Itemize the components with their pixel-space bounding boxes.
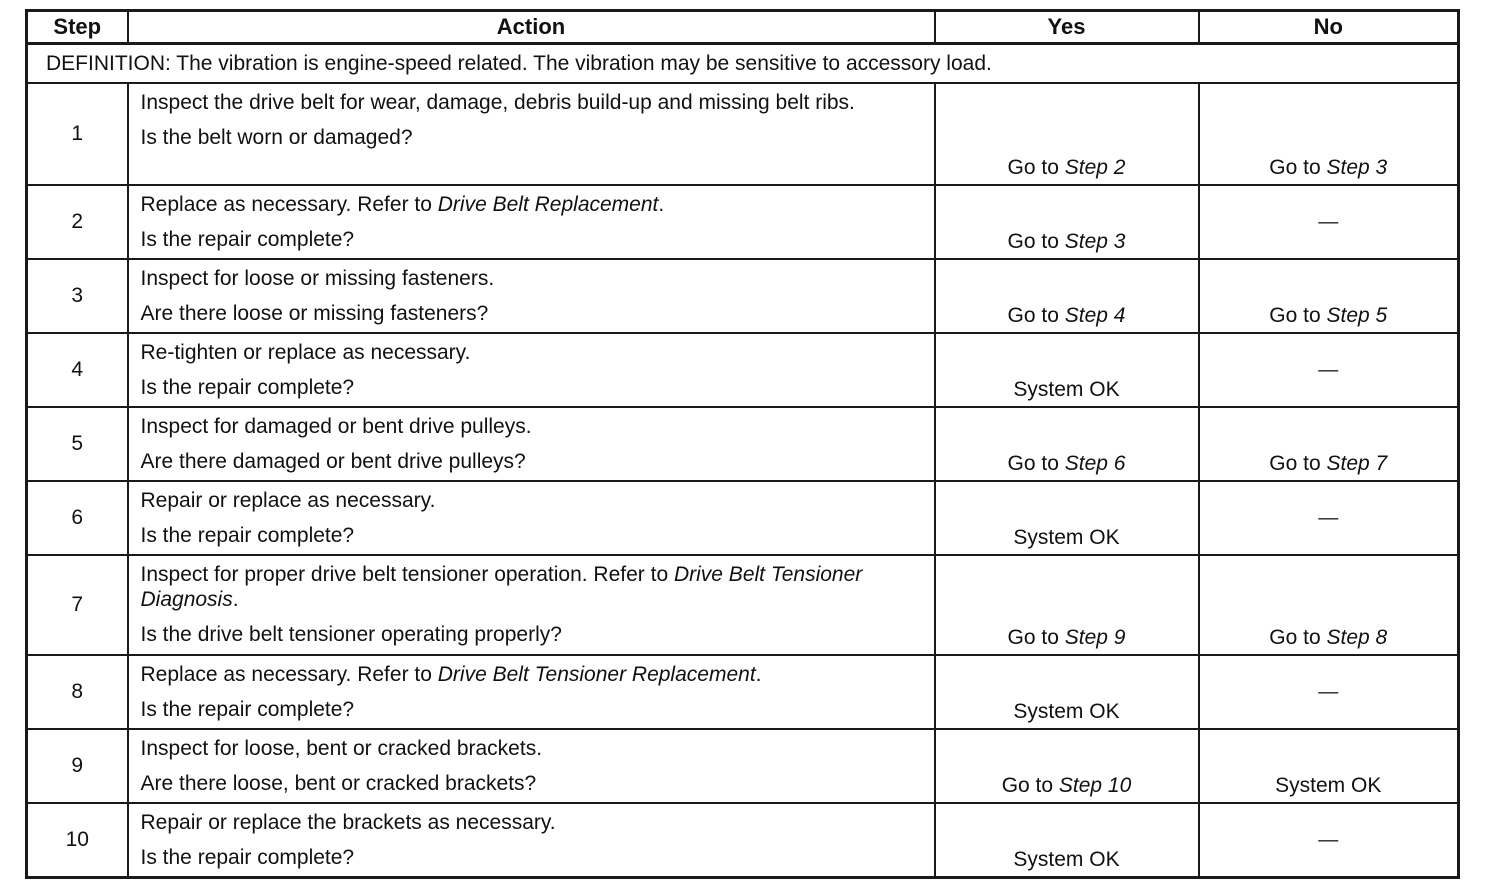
yes-result: System OK	[1013, 378, 1120, 401]
action-cell	[128, 803, 935, 877]
procedure-reference: Drive Belt Replacement	[437, 193, 659, 216]
yes-result: System OK	[1013, 526, 1120, 549]
no-cell	[1199, 803, 1459, 877]
action-question: Is the repair complete?	[140, 376, 355, 399]
table-row	[27, 185, 1459, 259]
no-cell	[1199, 729, 1459, 803]
action-question: Are there damaged or bent drive pulleys?	[140, 450, 526, 473]
instruction-text: Inspect for loose or missing fasteners.	[140, 267, 495, 290]
yes-goto-step: Step 2	[1064, 156, 1126, 179]
yes-goto-prefix: Go to	[1007, 156, 1065, 179]
instruction-text: Replace as necessary. Refer to	[140, 193, 438, 216]
action-cell	[128, 83, 935, 185]
yes-cell	[935, 407, 1199, 481]
no-cell	[1199, 259, 1459, 333]
instruction-text: Replace as necessary. Refer to	[140, 663, 438, 686]
action-cell	[128, 259, 935, 333]
dash-mark: —	[1318, 359, 1339, 381]
yes-goto-step: Step 9	[1064, 626, 1126, 649]
action-cell	[128, 655, 935, 729]
no-result: System OK	[1275, 774, 1382, 797]
step-number: 9	[27, 729, 128, 803]
step-number: 8	[27, 655, 128, 729]
step-number: 10	[27, 803, 128, 877]
no-cell	[1199, 407, 1459, 481]
yes-cell	[935, 729, 1199, 803]
yes-cell	[935, 481, 1199, 555]
yes-cell	[935, 259, 1199, 333]
action-cell	[128, 407, 935, 481]
yes-goto-step: Step 4	[1064, 304, 1126, 327]
header-no: No	[1199, 11, 1459, 44]
step-number: 4	[27, 333, 128, 407]
table-row	[27, 655, 1459, 729]
procedure-reference: Drive Belt Tensioner Replacement	[437, 663, 756, 686]
action-instruction	[141, 90, 924, 115]
header-action: Action	[128, 11, 935, 44]
yes-goto-prefix: Go to	[1007, 452, 1065, 475]
yes-result: System OK	[1013, 847, 1120, 871]
instruction-text: Inspect for loose, bent or cracked brackets.	[140, 737, 543, 760]
yes-cell	[935, 555, 1199, 655]
diagnostic-table	[25, 9, 1460, 879]
action-question: Is the repair complete?	[140, 698, 355, 721]
action-instruction	[141, 562, 924, 612]
action-question: Is the repair complete?	[140, 524, 355, 547]
table-row	[27, 729, 1459, 803]
instruction-end: .	[658, 193, 665, 216]
no-goto-step: Step 8	[1326, 626, 1388, 649]
yes-goto-prefix: Go to	[1007, 626, 1065, 649]
table-row	[27, 83, 1459, 185]
step-number: 6	[27, 481, 128, 555]
yes-goto-step: Step 3	[1064, 230, 1126, 253]
action-cell	[128, 555, 935, 655]
no-goto-step: Step 5	[1326, 304, 1388, 327]
dash-mark: —	[1318, 211, 1339, 233]
step-number: 3	[27, 259, 128, 333]
no-goto-prefix: Go to	[1269, 626, 1327, 649]
no-goto-step: Step 3	[1326, 156, 1388, 179]
yes-goto-prefix: Go to	[1007, 304, 1065, 327]
dash-mark: —	[1318, 828, 1339, 851]
action-instruction	[141, 266, 924, 291]
step-number: 1	[27, 83, 128, 185]
action-instruction	[141, 488, 924, 513]
definition-row	[27, 44, 1459, 84]
table-row	[27, 555, 1459, 655]
yes-goto-prefix: Go to	[1007, 230, 1065, 253]
no-goto-prefix: Go to	[1269, 452, 1327, 475]
instruction-text: Inspect for damaged or bent drive pulleys.	[140, 415, 532, 438]
no-cell	[1199, 185, 1459, 259]
action-cell	[128, 481, 935, 555]
yes-result: System OK	[1013, 700, 1120, 723]
action-instruction	[141, 662, 924, 687]
header-row	[27, 11, 1459, 44]
instruction-text: Repair or replace as necessary.	[140, 489, 436, 512]
header-step: Step	[27, 11, 128, 44]
yes-cell	[935, 83, 1199, 185]
table-row	[27, 481, 1459, 555]
no-cell	[1199, 555, 1459, 655]
table-row	[27, 803, 1459, 877]
step-number: 5	[27, 407, 128, 481]
step-number: 7	[27, 555, 128, 655]
instruction-end: .	[232, 588, 239, 611]
no-cell	[1199, 333, 1459, 407]
action-question: Is the repair complete?	[140, 846, 355, 869]
table-body	[27, 44, 1459, 878]
table-row	[27, 259, 1459, 333]
yes-goto-step: Step 6	[1064, 452, 1126, 475]
no-goto-prefix: Go to	[1269, 304, 1327, 327]
dash-mark: —	[1318, 681, 1339, 703]
no-cell	[1199, 83, 1459, 185]
yes-cell	[935, 333, 1199, 407]
table-row	[27, 407, 1459, 481]
action-question: Are there loose or missing fasteners?	[140, 302, 489, 325]
table-row	[27, 333, 1459, 407]
action-instruction	[141, 192, 924, 217]
table-header	[27, 11, 1459, 44]
yes-cell	[935, 185, 1199, 259]
no-goto-step: Step 7	[1326, 452, 1388, 475]
action-cell	[128, 729, 935, 803]
no-cell	[1199, 481, 1459, 555]
yes-goto-step: Step 10	[1058, 774, 1132, 797]
action-question: Is the drive belt tensioner operating properly?	[140, 623, 562, 646]
dash-mark: —	[1318, 507, 1339, 529]
yes-cell	[935, 655, 1199, 729]
action-instruction	[141, 810, 924, 835]
action-question: Is the belt worn or damaged?	[140, 126, 413, 149]
step-number: 2	[27, 185, 128, 259]
definition-text: DEFINITION: The vibration is engine-speed related. The vibration may be sensitive to accessory load.	[27, 44, 1459, 84]
yes-goto-prefix: Go to	[1001, 774, 1059, 797]
action-question: Is the repair complete?	[140, 228, 355, 251]
no-goto-prefix: Go to	[1269, 156, 1327, 179]
instruction-end: .	[755, 663, 762, 686]
yes-cell	[935, 803, 1199, 877]
action-cell	[128, 333, 935, 407]
procedure-reference: Drive Belt Tensioner Diagnosis	[140, 563, 863, 611]
instruction-text: Repair or replace the brackets as necessary.	[140, 811, 556, 834]
action-instruction	[141, 736, 924, 761]
action-cell	[128, 185, 935, 259]
no-cell	[1199, 655, 1459, 729]
header-yes: Yes	[935, 11, 1199, 44]
instruction-text: Inspect for proper drive belt tensioner operation. Refer to	[140, 563, 674, 586]
instruction-text: Inspect the drive belt for wear, damage, debris build-up and missing belt ribs.	[140, 91, 855, 114]
action-question: Are there loose, bent or cracked brackets?	[140, 772, 537, 795]
action-instruction	[141, 414, 924, 439]
instruction-text: Re-tighten or replace as necessary.	[140, 341, 471, 364]
action-instruction	[141, 340, 924, 365]
